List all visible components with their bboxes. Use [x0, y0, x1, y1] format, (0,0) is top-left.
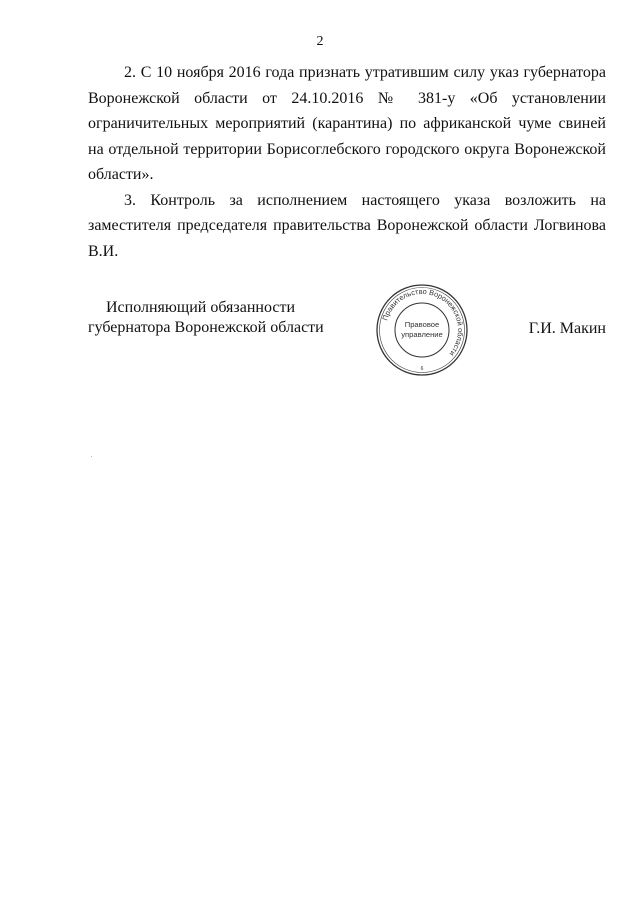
scan-speck — [91, 456, 92, 457]
official-seal-stamp — [374, 282, 470, 378]
signatory-position-line2: губернатора Воронежской области — [88, 319, 324, 336]
seal-outer-text: Правительство Воронежской области — [380, 286, 466, 358]
seal-inner-line1: Правовое — [404, 320, 440, 329]
signatory-position — [88, 298, 324, 338]
seal-number: 6 — [420, 366, 424, 372]
signatory-position-line1: Исполняющий обязанности — [106, 299, 296, 316]
paragraph-3: 3. Контроль за исполнением настоящего указа возложить на заместителя председателя правительства Воронежской области Логвинова В.И. — [88, 191, 606, 260]
signatory-name: Г.И. Макин — [528, 320, 606, 337]
seal-inner-line2: управление — [401, 330, 443, 339]
paragraph-2: 2. С 10 ноября 2016 года признать утратившим силу указ губернатора Воронежской области от 24.10.2016 № 381-у «Об установлении ограничительных мероприятий (карантина) по африканской чуме свиней на отдельной территории Борисоглебского городского округа Воронежской области». — [88, 64, 606, 183]
page-number: 2 — [316, 34, 324, 49]
document-body — [88, 60, 606, 264]
